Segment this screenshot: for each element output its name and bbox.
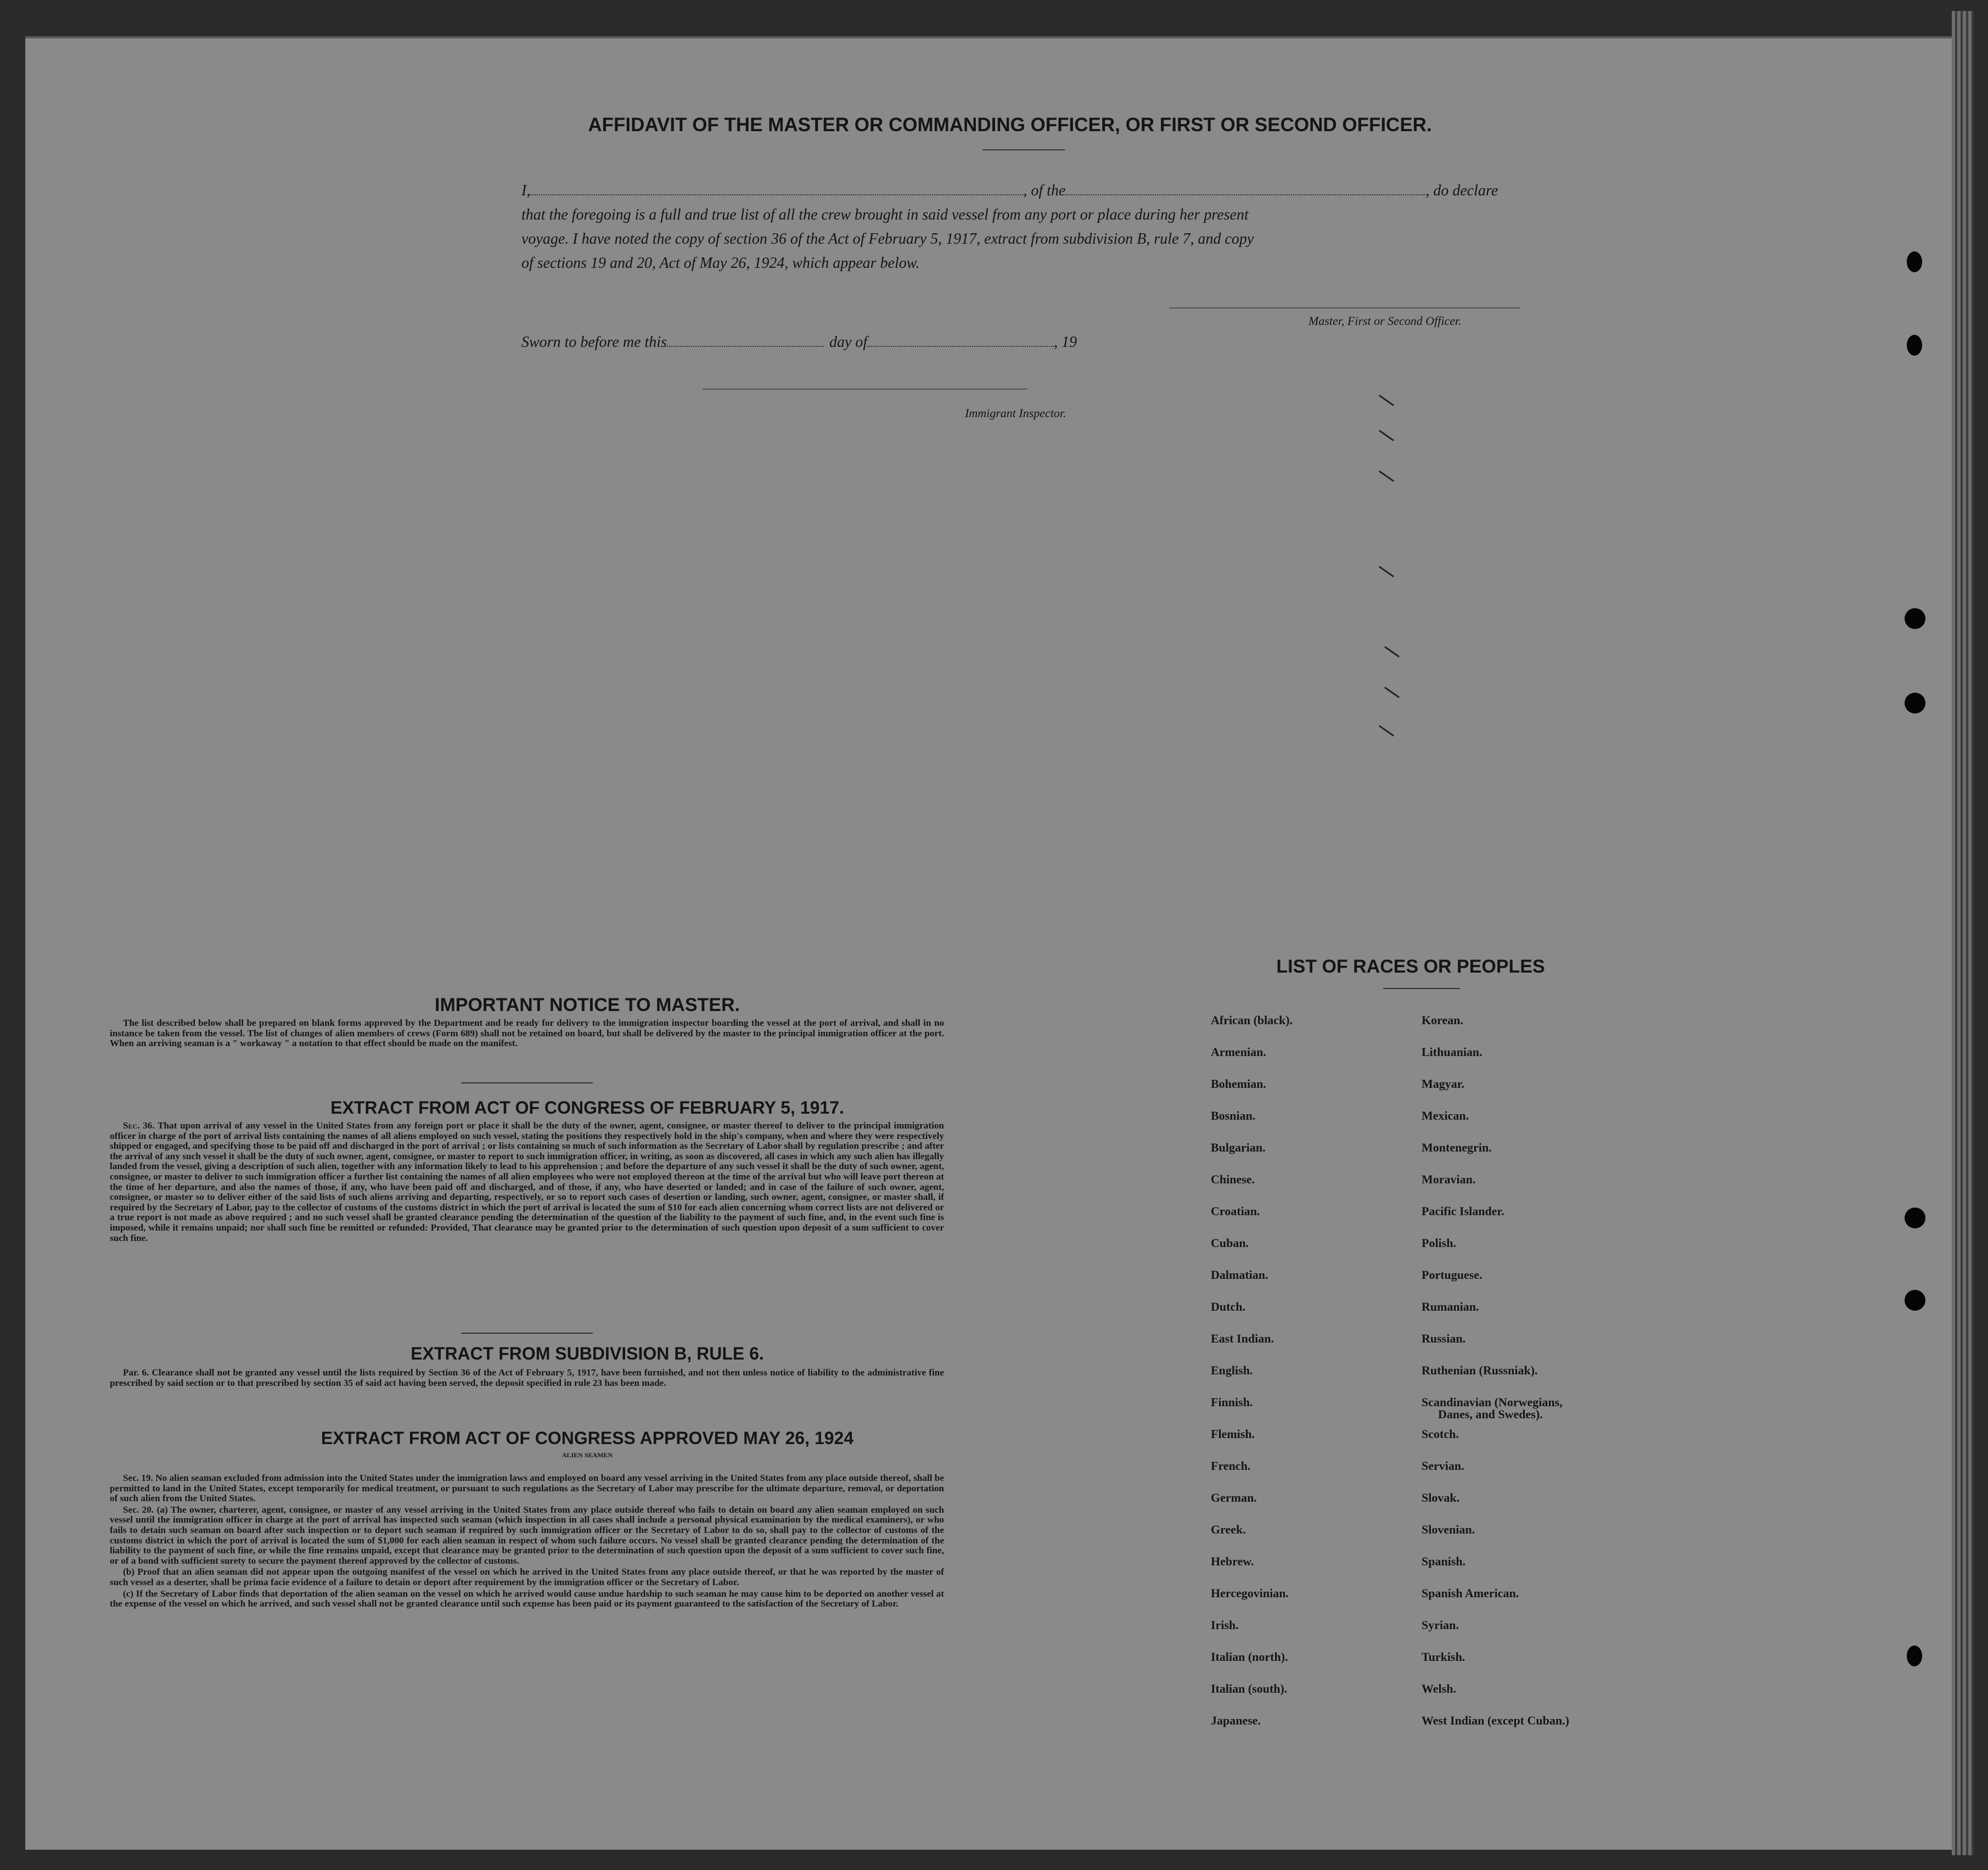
sworn-day-of: day of	[829, 334, 868, 351]
punch-hole	[1905, 1290, 1925, 1311]
race-item: Spanish American.	[1422, 1586, 1519, 1600]
punch-hole	[1905, 1208, 1925, 1228]
race-item: Dalmatian.	[1211, 1268, 1268, 1282]
race-item: Pacific Islander.	[1422, 1204, 1504, 1218]
race-item: Syrian.	[1422, 1618, 1459, 1632]
sec-20c-text: (c) If the Secretary of Labor finds that deportation of the alien seaman on the vessel on which he arrived would cause undue hardship to such seaman he may cause him to be deported on another vessel at the expense of the vessel on which he arrived, and such vessel shall not be granted clearance until such expense has been paid or its payment guaranteed to the satisfaction of the Secretary of Labor.	[110, 1588, 944, 1609]
sec-36-text: That upon arrival of any vessel in the United States from any foreign port or place it shall be the duty of the owner, agent, consignee, or master thereof to deliver to the principal immigration officer in charge of the port of arrival lists containing the names of all aliens employed on such vessel, stating the positions they respectively hold in the ship's company, when and where they were respectively shipped or engaged, and specifying those to be paid off and discharged in the port of arrival ; or lists containing so much of such information as the Secretary of Labor shall by regulation prescribe ; and after the arrival of any such vessel it shall be the duty of such owner, agent, consignee, or master to report to such immigration officer, in writing, as soon as discovered, all cases in which any such alien has illegally landed from the vessel, giving a description of such alien, together with any information likely to lead to his apprehension ; and before the departure of any such vessel it shall be the duty of such owner, agent, consignee, or master to deliver to such immigration officer a further list containing the names of all alien employees who were not employed thereon at the time of the arrival but who will leave port thereon at the time of her departure, and also the names of those, if any, who have been paid off and discharged, and of those, if any, who have deserted or landed; and in case of the failure of such owner, agent, consignee, or master so to deliver either of the said lists of such aliens arriving and departing, respectively, or so to report such cases of desertion or landing, such owner, agent, consignee, or master shall, if required by the Secretary of Labor, pay to the collector of customs of the customs district in which the port of arrival is located the sum of $10 for each alien concerning whom correct lists are not delivered or a true report is not made as above required ; and no such vessel shall be granted clearance pending the determination of the question of the liability to the payment of such fine, and, in the event such fine is imposed, while it remains unpaid; nor shall such fine be remitted or refunded: Provided, That clearance may be granted prior to the determination of such question upon deposit of a sum sufficient to cover such fine.	[110, 1120, 944, 1243]
sworn-line	[521, 334, 1077, 351]
race-item: Lithuanian.	[1422, 1045, 1482, 1059]
punch-hole	[1907, 335, 1922, 356]
race-item: Dutch.	[1211, 1300, 1245, 1313]
race-item: Mexican.	[1422, 1109, 1469, 1122]
inspector-caption: Immigrant Inspector.	[965, 406, 1066, 420]
race-item: Bulgarian.	[1211, 1141, 1266, 1154]
race-item: Turkish.	[1422, 1650, 1465, 1664]
extract-rule6-text	[110, 1368, 944, 1389]
race-item: Japanese.	[1211, 1714, 1261, 1727]
sec-20a-text: Sec. 20. (a) The owner, charterer, agent, consignee, or master of any vessel arriving in the United States from any place outside thereof who fails to detain on board any alien seaman employed on such vessel until the immigration officer in charge at the port of arrival has inspected such seaman (which inspection in all cases shall include a personal physical examination by the medical examiners), or who fails to detain such seaman on board after such inspection or to deport such seaman if required by such immigration officer or the Secretary of Labor to do so, shall pay to the collector of customs of the customs district in which the port of arrival is located the sum of $1,000 for each alien seaman in respect of whom such failure occurs. No vessel shall be granted clearance pending the determination of the liability to the payment of such fine, or while the fine remains unpaid, except that clearance may be granted prior to the determination of such question upon the deposit of a sum sufficient to cover such fine, or of a bond with sufficient surety to secure the payment thereof approved by the collector of customs.	[110, 1504, 944, 1566]
extract-1924-subtitle: ALIEN SEAMEN	[561, 1451, 613, 1459]
race-item: Scandinavian (Norwegians, Danes, and Swedes).	[1422, 1395, 1569, 1427]
sworn-prefix: Sworn to before me this	[521, 334, 667, 351]
notice-title: IMPORTANT NOTICE TO MASTER.	[435, 995, 740, 1015]
punch-hole	[1905, 693, 1925, 714]
sworn-year: , 19	[1054, 334, 1077, 351]
extract-rule6-title: EXTRACT FROM SUBDIVISION B, RULE 6.	[411, 1344, 764, 1363]
race-item: German.	[1211, 1491, 1257, 1504]
race-item: Korean.	[1422, 1013, 1463, 1027]
extract-1924-text	[110, 1473, 944, 1610]
race-item: Cuban.	[1211, 1236, 1249, 1250]
sec-20b-text: (b) Proof that an alien seaman did not appear upon the outgoing manifest of the vessel on which he arrived in the United States from any place outside thereof, or that he was reported by the master of such vessel as a deserter, shall be prima facie evidence of a failure to detain or deport after requirement by the immigration officer or the Secretary of Labor.	[110, 1566, 944, 1587]
punch-hole	[1907, 251, 1922, 272]
vessel-name-field[interactable]	[1065, 182, 1425, 195]
declarant-prefix: I,	[521, 182, 531, 199]
race-item: Polish.	[1422, 1236, 1456, 1250]
extract-1924-title: EXTRACT FROM ACT OF CONGRESS APPROVED MAY 26, 1924	[321, 1428, 854, 1448]
section-divider	[461, 1082, 593, 1083]
race-item: Russian.	[1422, 1332, 1466, 1345]
race-item: Hercegovinian.	[1211, 1586, 1289, 1600]
race-item: Finnish.	[1211, 1395, 1253, 1409]
race-item: East Indian.	[1211, 1332, 1274, 1345]
extract-1917-title: EXTRACT FROM ACT OF CONGRESS OF FEBRUARY 5, 1917.	[330, 1098, 844, 1117]
races-left-column	[1211, 1013, 1293, 1745]
extract-1917-text	[110, 1121, 944, 1244]
title-rule	[982, 149, 1065, 150]
race-item: Chinese.	[1211, 1172, 1255, 1186]
vessel-prefix: , of the	[1023, 182, 1066, 199]
page-edge	[1952, 11, 1974, 1855]
races-right-column	[1422, 1013, 1569, 1745]
sworn-day-field[interactable]	[667, 334, 824, 347]
notice-text	[110, 1018, 944, 1050]
race-item: Welsh.	[1422, 1682, 1456, 1695]
race-item: West Indian (except Cuban.)	[1422, 1714, 1569, 1727]
race-item: Flemish.	[1211, 1427, 1255, 1441]
affidavit-line-2: that the foregoing is a full and true list of all the crew brought in said vessel from any port or place during her present	[521, 206, 1249, 223]
race-item: English.	[1211, 1363, 1253, 1377]
race-item: Italian (north).	[1211, 1650, 1288, 1664]
race-item: Spanish.	[1422, 1554, 1466, 1568]
race-item: Scotch.	[1422, 1427, 1459, 1441]
race-item: Servian.	[1422, 1459, 1464, 1473]
race-item: Greek.	[1211, 1523, 1246, 1536]
affidavit-line-4: of sections 19 and 20, Act of May 26, 1924, which appear below.	[521, 255, 920, 272]
sworn-month-field[interactable]	[867, 334, 1054, 347]
notice-paragraph: The list described below shall be prepared on blank forms approved by the Department and be ready for delivery to the immigration inspector boarding the vessel at the port of arrival, and shall in no instance be taken from the vessel. The list of changes of alien members of crews (Form 689) shall not be retained on board, but shall be delivered by the master to the principal immigration officer at the port. When an arriving seaman is a " workaway " a notation to that effect should be made on the manifest.	[110, 1018, 944, 1049]
race-item: Bosnian.	[1211, 1109, 1256, 1122]
race-item: Montenegrin.	[1422, 1141, 1492, 1154]
race-item: Croatian.	[1211, 1204, 1260, 1218]
race-item: Portuguese.	[1422, 1268, 1482, 1282]
declarant-name-field[interactable]	[530, 182, 1023, 195]
race-item: Irish.	[1211, 1618, 1239, 1632]
race-item: Ruthenian (Russniak).	[1422, 1363, 1538, 1377]
par-6-text: Clearance shall not be granted any vessel until the lists required by Section 36 of the Act of February 5, 1917, have been furnished, and not then unless notice of liability to the administrative fine prescribed by said section or to that prescribed by section 35 of said act having been served, the deposit specified in rule 23 has been made.	[110, 1367, 944, 1388]
race-item: Hebrew.	[1211, 1554, 1254, 1568]
race-item: French.	[1211, 1459, 1251, 1473]
inspector-signature-line[interactable]	[703, 389, 1027, 390]
race-item-continuation: Danes, and Swedes).	[1438, 1407, 1543, 1421]
affidavit-line-1	[521, 182, 1498, 200]
master-signature-caption: Master, First or Second Officer.	[1309, 314, 1462, 328]
race-item: Slovak.	[1422, 1491, 1460, 1504]
race-item: Bohemian.	[1211, 1077, 1266, 1091]
par-6-label: Par. 6.	[123, 1367, 149, 1378]
race-item: Rumanian.	[1422, 1300, 1479, 1313]
affidavit-title: AFFIDAVIT OF THE MASTER OR COMMANDING OFFICER, OR FIRST OR SECOND OFFICER.	[588, 114, 1432, 136]
section-divider	[461, 1333, 593, 1334]
race-item: Armenian.	[1211, 1045, 1266, 1059]
sec-19-text: Sec. 19. No alien seaman excluded from admission into the United States under the immigration laws and employed on board any vessel arriving in the United States from any place outside thereof, shall be permitted to land in the United States, except temporarily for medical treatment, or pursuant to such regulations as the Secretary of Labor may prescribe for the ultimate departure, removal, or deportation of such alien from the United States.	[110, 1473, 944, 1504]
races-title: LIST OF RACES OR PEOPLES	[1276, 956, 1545, 977]
race-item: Italian (south).	[1211, 1682, 1288, 1695]
master-signature-line[interactable]	[1169, 307, 1520, 308]
punch-hole	[1907, 1646, 1922, 1666]
race-item: African (black).	[1211, 1013, 1293, 1027]
punch-hole	[1905, 608, 1925, 629]
declare-suffix: , do declare	[1425, 182, 1498, 199]
race-item: Magyar.	[1422, 1077, 1465, 1091]
affidavit-line-3: voyage. I have noted the copy of section 36 of the Act of February 5, 1917, extract from subdivision B, rule 7, and copy	[521, 231, 1254, 248]
race-item: Slovenian.	[1422, 1523, 1475, 1536]
race-item: Moravian.	[1422, 1172, 1476, 1186]
title-rule	[1383, 988, 1460, 989]
sec-36-label: Sec. 36.	[123, 1120, 155, 1131]
